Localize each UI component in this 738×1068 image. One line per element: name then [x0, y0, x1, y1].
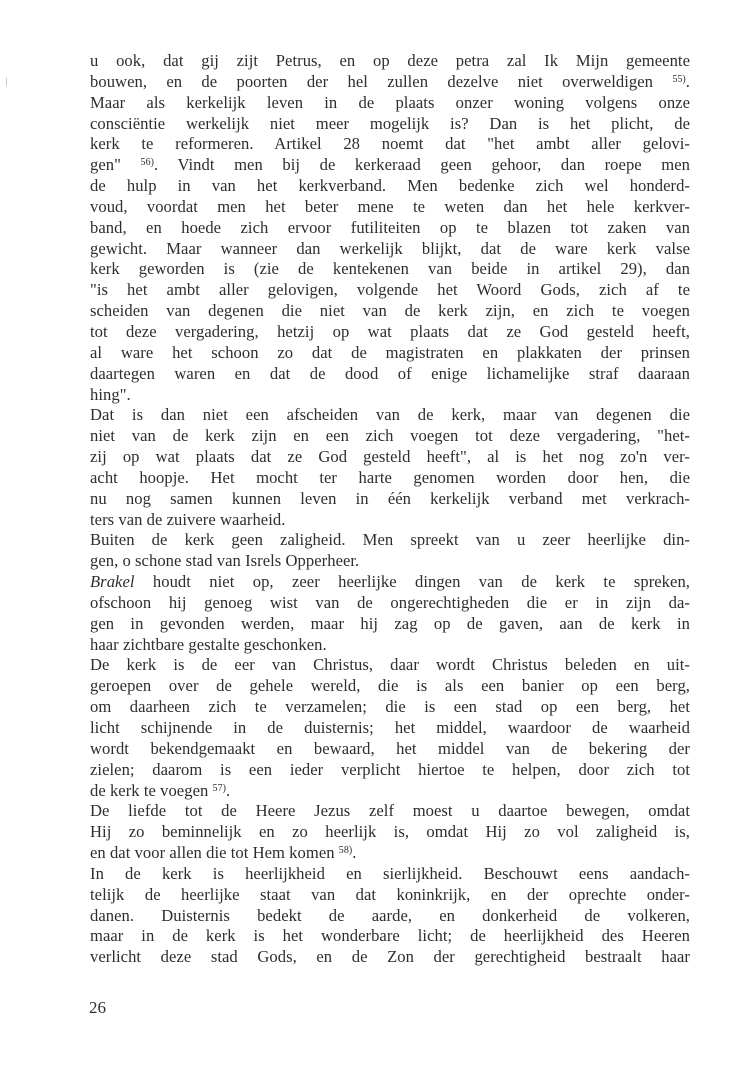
line-text: de kerk te voegen — [90, 780, 213, 800]
line-text: consciëntie werkelijk niet meer mogelijk is? Dan is het plicht, de — [90, 113, 690, 133]
line-text: telijk de heerlijke staat van dat koninkrijk, en der oprechte onder- — [90, 884, 690, 904]
text-line — [90, 218, 690, 239]
line-text: ofschoon hij genoeg wist van de ongerechtigheden die er in zijn da- — [90, 592, 690, 612]
line-text: kerk te reformeren. Artikel 28 noemt dat "het ambt aller gelovi- — [90, 134, 690, 154]
line-text: Maar als kerkelijk leven in de plaats onzer woning volgens onze — [90, 92, 690, 112]
text-line — [90, 197, 690, 218]
page-number: 26 — [89, 998, 106, 1017]
line-text: gen, o schone stad van Isrels Opperheer. — [90, 551, 360, 571]
text-line — [90, 885, 690, 906]
line-text: Dat is dan niet een afscheiden van de kerk, maar van degenen die — [90, 405, 690, 425]
line-text: scheiden van degenen die niet van de kerk zijn, en zich te voegen — [90, 301, 690, 321]
line-text: De kerk is de eer van Christus, daar wordt Christus beleden en uit- — [90, 655, 690, 675]
text-line — [90, 301, 690, 322]
line-text: band, en hoede zich ervoor futiliteiten op te blazen tot zaken van — [90, 217, 690, 237]
line-text: zij op wat plaats dat ze God gesteld heeft", al is het nog zo'n ver- — [90, 447, 690, 467]
text-line — [90, 280, 690, 301]
text-line — [90, 530, 690, 551]
text-line — [90, 259, 690, 280]
text-line — [90, 510, 690, 531]
line-text: In de kerk is heerlijkheid en sierlijkheid. Beschouwt eens aandach- — [90, 863, 690, 883]
text-line — [90, 760, 690, 781]
text-line — [90, 93, 690, 114]
line-text: om daarheen zich te verzamelen; die is een stad op een berg, het — [90, 697, 690, 717]
line-text: niet van de kerk zijn en een zich voegen tot deze vergadering, "het- — [90, 426, 690, 446]
text-line — [90, 572, 690, 593]
text-line — [90, 468, 690, 489]
line-text: zielen; daarom is een ieder verplicht hiertoe te helpen, door zich tot — [90, 759, 690, 779]
line-text-tail: . — [352, 843, 357, 863]
text-line — [90, 593, 690, 614]
line-text: tot deze vergadering, hetzij op wat plaats dat ze God gesteld heeft, — [90, 321, 690, 341]
text-line — [90, 926, 690, 947]
footnote-ref: 58) — [338, 845, 353, 857]
line-text: gewicht. Maar wanneer dan werkelijk blijkt, dat de ware kerk valse — [90, 238, 690, 258]
line-text: kerk geworden is (zie de kentekenen van beide in artikel 29), dan — [90, 259, 690, 279]
text-line — [90, 843, 690, 864]
text-line — [90, 343, 690, 364]
line-text: al ware het schoon zo dat de magistraten en plakkaten der prinsen — [90, 342, 690, 362]
line-text: haar zichtbare gestalte geschonken. — [90, 634, 327, 654]
line-text: ters van de zuivere waarheid. — [90, 509, 286, 529]
line-text: wordt bekendgemaakt en bewaard, het middel van de bekering der — [90, 738, 690, 758]
text-line — [90, 906, 690, 927]
text-line — [90, 134, 690, 155]
text-line — [90, 947, 690, 968]
text-line — [90, 385, 690, 406]
text-line — [90, 51, 690, 72]
line-text: licht schijnende in de duisternis; het middel, waardoor de waarheid — [90, 718, 690, 737]
line-text: gen in gevonden werden, maar hij zag op de gaven, aan de kerk in — [90, 613, 690, 633]
footnote-ref: 57) — [212, 782, 227, 794]
line-text: hing". — [90, 384, 131, 404]
footnote-ref: 55) — [672, 73, 686, 85]
line-text: Buiten de kerk geen zaligheid. Men spreekt van u zeer heerlijke din- — [90, 530, 690, 550]
page-text — [90, 51, 690, 968]
line-text: verlicht deze stad Gods, en de Zon der gerechtigheid bestraalt haar — [90, 947, 690, 967]
text-line — [90, 635, 690, 656]
text-line — [90, 364, 690, 385]
text-line — [90, 864, 690, 885]
line-text: De liefde tot de Heere Jezus zelf moest u daartoe bewegen, omdat — [90, 801, 690, 821]
footnote-ref: 56) — [140, 157, 154, 169]
text-line — [90, 72, 690, 93]
line-text: geroepen over de gehele wereld, die is als een banier op een berg, — [90, 676, 690, 696]
text-line — [90, 176, 690, 197]
text-line — [90, 447, 690, 468]
margin-mark — [6, 78, 7, 86]
italic-name: Brakel — [90, 572, 135, 592]
line-text: maar in de kerk is het wonderbare licht; de heerlijkheid des Heeren — [90, 926, 690, 946]
text-line — [90, 718, 690, 739]
line-text: Hij zo beminnelijk en zo heerlijk is, omdat Hij zo vol zaligheid is, — [90, 822, 690, 842]
text-line — [90, 801, 690, 822]
text-line — [90, 426, 690, 447]
text-line — [90, 614, 690, 635]
line-text: de hulp in van het kerkverband. Men bedenke zich wel honderd- — [90, 176, 690, 196]
text-line — [90, 239, 690, 260]
line-text: u ook, dat gij zijt Petrus, en op deze petra zal Ik Mijn gemeente — [90, 51, 690, 70]
text-line — [90, 739, 690, 760]
text-line — [90, 114, 690, 135]
text-line — [90, 822, 690, 843]
text-line — [90, 155, 690, 176]
line-text: acht hoopje. Het mocht ter harte genomen worden door hen, die — [90, 467, 690, 487]
text-line — [90, 322, 690, 343]
line-text: gen" — [90, 155, 141, 175]
text-line — [90, 781, 690, 802]
line-text: daartegen waren en dat de dood of enige lichamelijke straf daaraan — [90, 363, 690, 383]
line-text: nu nog samen kunnen leven in één kerkelijk verband met verkrach- — [90, 488, 690, 508]
text-line — [90, 551, 690, 572]
text-line — [90, 697, 690, 718]
line-text: houdt niet op, zeer heerlijke dingen van de kerk te spreken, — [134, 572, 690, 592]
line-text-tail: . — [685, 71, 690, 91]
line-text: bouwen, en de poorten der hel zullen dezelve niet overweldigen — [90, 71, 673, 91]
line-text-tail: . Vindt men bij de kerkeraad geen gehoor, dan roepe men — [154, 155, 690, 175]
line-text-tail: . — [226, 780, 231, 800]
text-line — [90, 405, 690, 426]
text-line — [90, 676, 690, 697]
line-text: danen. Duisternis bedekt de aarde, en donkerheid de volkeren, — [90, 905, 690, 925]
line-text: "is het ambt aller gelovigen, volgende het Woord Gods, zich af te — [90, 280, 690, 300]
line-text: voud, voordat men het beter mene te weten dan het hele kerkver- — [90, 196, 690, 216]
line-text: en dat voor allen die tot Hem komen — [90, 843, 339, 863]
text-line — [90, 489, 690, 510]
text-line — [90, 655, 690, 676]
